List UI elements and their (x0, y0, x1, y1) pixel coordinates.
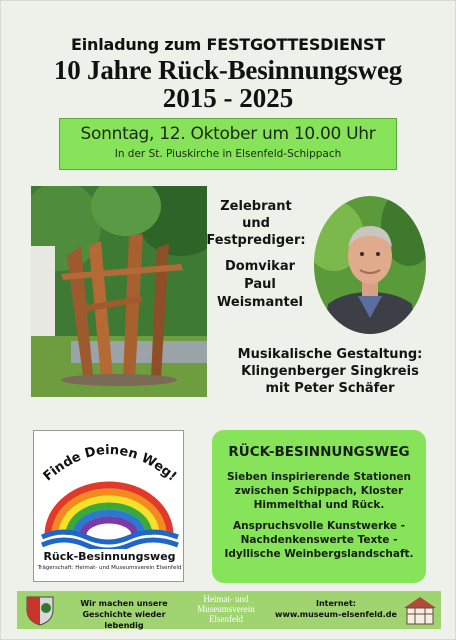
footer-website-link[interactable]: www.museum-elsenfeld.de (275, 610, 397, 619)
footer-club-2: Museumsverein (197, 604, 255, 614)
sculpture-photo (31, 186, 207, 397)
info-box (212, 430, 426, 583)
info-features-3: Idyllische Weinbergslandschaft. (224, 548, 414, 560)
footer-bar (17, 591, 441, 629)
footer-slogan-1: Wir machen unsere (80, 599, 168, 608)
info-stations-1: Sieben inspirierende Stationen (226, 471, 412, 483)
event-date: Sonntag, 12. Oktober um 10.00 Uhr (80, 124, 376, 144)
celebrant-last-name: Weismantel (217, 295, 303, 310)
info-heading: RÜCK-BESINNUNGSWEG (228, 444, 410, 460)
info-stations-2: zwischen Schippach, Kloster (234, 485, 404, 497)
page-title: 10 Jahre Rück-Besinnungsweg (53, 55, 403, 85)
logo-arc-text (41, 443, 180, 485)
invitation-line: Einladung zum FESTGOTTESDIENST (71, 35, 385, 54)
music-choir: Klingenberger Singkreis (241, 364, 419, 379)
celebrant-portrait (314, 196, 426, 334)
footer-slogan (65, 598, 183, 631)
years-heading: 2015 - 2025 (162, 83, 294, 113)
house-icon (401, 594, 439, 626)
music-heading: Musikalische Gestaltung: (237, 347, 423, 362)
music-info (218, 346, 442, 397)
logo-arc-textpath: Finde Deinen Weg! (40, 442, 180, 485)
crest-icon (23, 594, 57, 626)
logo-name: Rück-Besinnungsweg (43, 550, 176, 563)
footer-club (183, 594, 269, 624)
date-banner (59, 118, 397, 170)
footer-slogan-2: Geschichte wieder lebendig (82, 610, 166, 630)
footer-internet (271, 598, 401, 620)
footer-club-3: Elsenfeld (209, 614, 243, 624)
logo-sponsor: Trägerschaft: Heimat- und Museumsverein Elsenfeld (37, 565, 182, 571)
rainbow-icon (34, 431, 185, 549)
info-features-2: Nachdenkenswerte Texte - (240, 534, 398, 546)
celebrant-first-name: Paul (244, 277, 276, 292)
besinnungsweg-logo (33, 430, 184, 582)
info-features-1: Anspruchsvolle Kunstwerke - (232, 520, 405, 532)
info-stations-3: Himmelthal und Rück. (253, 499, 385, 511)
footer-internet-label: Internet: (315, 599, 356, 608)
music-director: mit Peter Schäfer (265, 381, 395, 396)
event-location: In der St. Piuskirche in Elsenfeld-Schippach (114, 148, 342, 160)
celebrant-role: Zelebrant und Festprediger: (206, 199, 306, 248)
celebrant-title: Domvikar (224, 259, 296, 274)
celebrant-name (212, 258, 308, 312)
footer-club-1: Heimat- und (203, 594, 249, 604)
